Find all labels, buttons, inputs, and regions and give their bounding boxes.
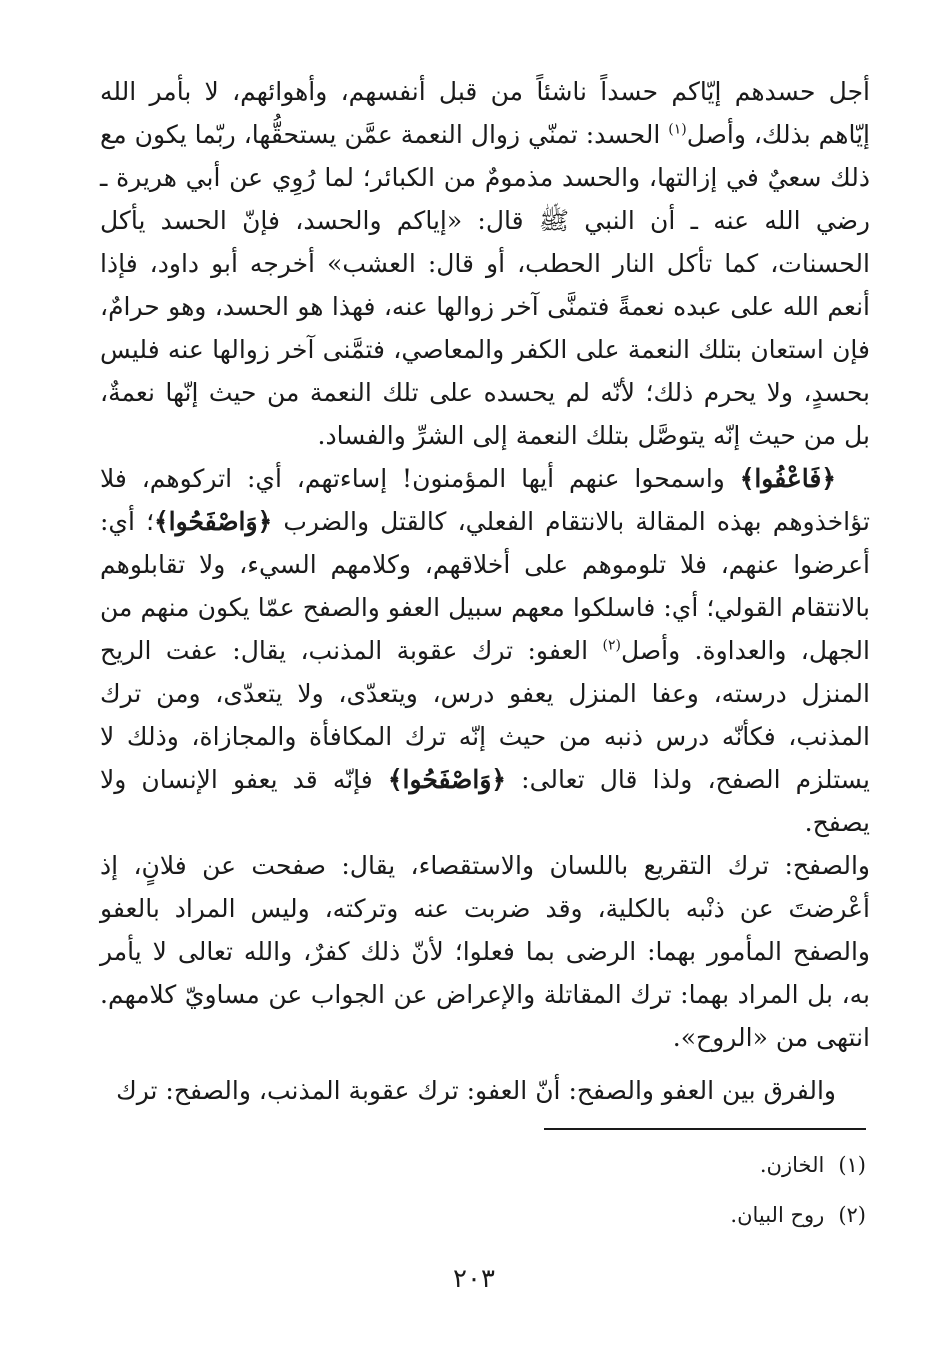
quran-quote: ﴿فَاعْفُوا﴾	[739, 464, 836, 493]
footnote-number: (٢)	[838, 1203, 866, 1227]
main-text	[100, 70, 870, 1112]
paragraph-difference: والفرق بين العفو والصفح: أنّ العفو: ترك عقوبة المذنب، والصفح: ترك	[116, 1076, 836, 1105]
paragraph-forgiveness	[100, 457, 870, 844]
page-number: ٢٠٣	[453, 1264, 495, 1294]
paragraph-envy	[100, 70, 870, 457]
footnote-text: الخازن.	[759, 1153, 825, 1177]
text-segment: ؛ أي: أعرضوا عنهم، فلا تلوموهم على أخلاقهم، وكلامهم السيء، ولا تقابلوهم بالانتقام القولي؛ أي: فاسلكوا معهم سبيل العفو والصفح عمّا يكون منهم من الجهل، والعداوة. وأصل	[100, 507, 870, 665]
text-segment: الحسد: تمنّي زوال النعمة عمَّن يستحقُّها، ربّما يكون مع ذلك سعيٌ في إزالتها، والحسد مذمومٌ من الكبائر؛ لما رُوِي عن أبي هريرة ـ رضي الله عنه ـ أن النبي ﷺ قال: «إياكم والحسد، فإنّ الحسد يأكل الحسنات، كما تأكل النار الحطب، أو قال: العشب» أخرجه أبو داود، فإذا أنعم الله على عبده نعمةً فتمنَّى آخر زوالها عنه، فهذا هو الحسد، وهو حرامٌ، فإن استعان بتلك النعمة على الكفر والمعاصي، فتمَّنى آخر زوالها عنه فليس بحسدٍ، ولا يحرم ذلك؛ لأنّه لم يحسده على تلك النعمة من حيث إنّها نعمةٌ، بل من حيث إنّه يتوصَّل بتلك النعمة إلى الشرِّ والفساد.	[100, 120, 870, 450]
footnote-marker-1[interactable]: (١)	[668, 121, 687, 138]
footnote-text: روح البيان.	[730, 1203, 825, 1227]
footnote-marker-2[interactable]: (٢)	[602, 637, 621, 654]
text-segment: فإنّه قد يعفو الإنسان ولا يصفح.	[100, 765, 870, 837]
footnote-separator	[544, 1128, 866, 1130]
footnotes	[266, 1148, 866, 1248]
footnote-1	[266, 1148, 866, 1182]
paragraph-pardon: والصفح: ترك التقريع باللسان والاستقصاء، يقال: صفحت عن فلانٍ، إذ أعْرضتَ عن ذنْبه بالكلية، وقد ضربت عنه وتركته، وليس المراد بالعفو والصفح المأمور بهما: الرضى بما فعلوا؛ لأنّ ذلك كفرٌ، والله تعالى لا يأمر به، بل المراد بهما: ترك المقاتلة والإعراض عن الجواب عن مساويّ كلامهم. انتهى من «الروح».	[100, 851, 870, 1052]
text-segment: واسمحوا عنهم أيها المؤمنون! إساءتهم، أي: اتركوهم، فلا تؤاخذوهم بهذه المقالة بالانتقام الفعلي، كالقتل والضرب	[100, 464, 870, 536]
footnote-2	[266, 1198, 866, 1232]
footnote-number: (١)	[838, 1153, 866, 1177]
quran-quote: ﴿وَاصْفَحُوا﴾	[154, 507, 273, 536]
quran-quote: ﴿وَاصْفَحُوا﴾	[387, 765, 507, 794]
text-segment: العفو: ترك عقوبة المذنب، يقال: عفت الريح المنزل درسته، وعفا المنزل يعفو درس، ويتعدّى، ولا يتعدّى، ومن ترك المذنب، فكأنّه درس ذنبه من حيث إنّه ترك المكافأة والمجازاة، وذلك لا يستلزم الصفح، ولذا قال تعالى:	[100, 636, 871, 794]
text-segment: أجل حسدهم إيّاكم حسداً ناشئاً من قبل أنفسهم، وأهوائهم، لا بأمر الله إيّاهم بذلك، وأصل	[100, 77, 870, 149]
